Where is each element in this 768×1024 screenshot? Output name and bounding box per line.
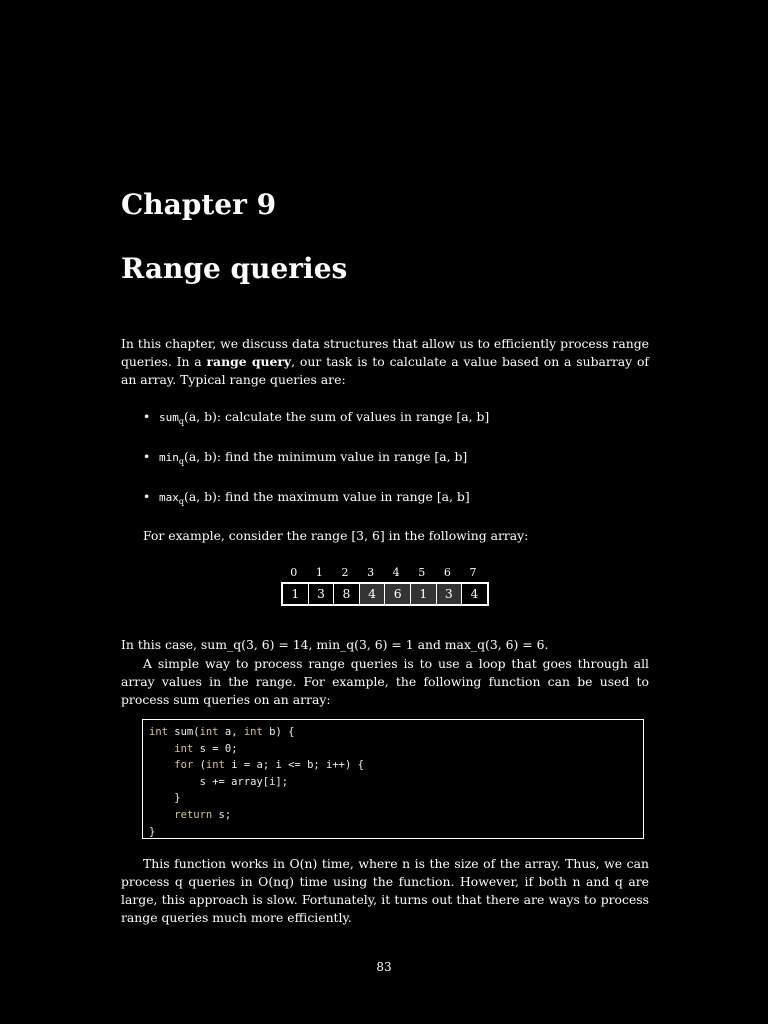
array-index-4: 4 xyxy=(392,566,400,579)
array-index-row xyxy=(281,566,489,579)
array-cell-5: 1 xyxy=(410,584,436,604)
complexity-paragraph: This function works in O(n) time, where n is the size of the array. Thus, we can process q queries in O(nq) time using the function. However, if both n and q are large, this approach is slow. Fortunately, it turns out that there are ways to process range queries much more efficiently. xyxy=(121,856,649,925)
array-cell-2: 8 xyxy=(333,584,359,604)
array-index-0: 0 xyxy=(290,566,298,579)
array-cell-1: 3 xyxy=(308,584,334,604)
code-line: } xyxy=(149,792,181,805)
code-line: } xyxy=(149,825,156,838)
array-value-row xyxy=(281,582,489,606)
array-figure xyxy=(281,566,489,606)
intro-paragraph xyxy=(121,335,649,389)
array-cell-7: 4 xyxy=(461,584,487,604)
intro-text-1: In this chapter, we discuss data structures that allow us to efficiently process range queries. In a xyxy=(121,336,649,369)
code-line: int s = 0; xyxy=(174,742,238,755)
array-index-5: 5 xyxy=(418,566,426,579)
list-item-min: • $\min_q(a$, b): find the minimum value in range [a, b] xyxy=(143,448,489,488)
code-line: int sum(int a, int b) { xyxy=(149,726,295,738)
code-line: s += array[i]; xyxy=(149,775,289,788)
code-line: for (int i = a; i <= b; i++) { xyxy=(174,759,364,772)
code-line: return s; xyxy=(174,808,232,821)
page-number: 83 xyxy=(376,960,392,974)
array-cell-4: 6 xyxy=(384,584,410,604)
array-cell-6: 3 xyxy=(436,584,462,604)
range-query-list xyxy=(143,408,489,528)
array-cell-0: 1 xyxy=(291,586,300,601)
chapter-title: Range queries xyxy=(121,252,348,285)
array-cell-3: 4 xyxy=(359,584,385,604)
example-sentence: For example, consider the range [3, 6] in the following array: xyxy=(143,528,529,543)
array-index-7: 7 xyxy=(469,566,477,579)
case-sentence: In this case, sum_q(3, 6) = 14, min_q(3, 6) = 1 and max_q(3, 6) = 6. xyxy=(121,637,549,652)
array-index-3: 3 xyxy=(367,566,375,579)
array-index-6: 6 xyxy=(443,566,451,579)
list-item-max: • $\max_q(a$, b): find the maximum value in range [a, b] xyxy=(143,488,489,528)
chapter-label: Chapter 9 xyxy=(121,188,277,221)
intro-bold-term: range query xyxy=(206,354,292,369)
intro-text-2: , our task is to calculate a value based on a subarray of an array. Typical range queries are: xyxy=(121,354,649,387)
code-listing xyxy=(149,724,637,840)
simple-approach-paragraph: A simple way to process range queries is to use a loop that goes through all array values in the range. For example, the following function can be used to process sum queries on an array: xyxy=(121,656,649,707)
array-index-1: 1 xyxy=(315,566,323,579)
array-index-2: 2 xyxy=(341,566,349,579)
code-block xyxy=(142,719,644,839)
list-item-sum: • sum$_q$(a, b): calculate the sum of values in range [a, b] xyxy=(143,408,489,448)
